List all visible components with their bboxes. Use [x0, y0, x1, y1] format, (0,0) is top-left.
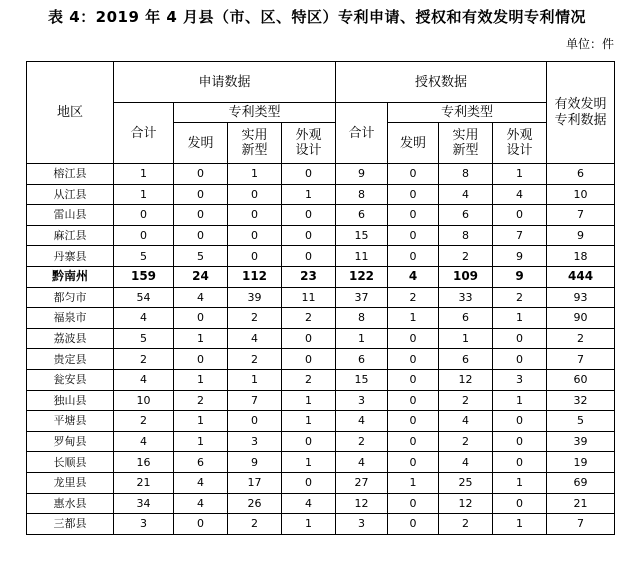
- data-cell: 4: [114, 431, 174, 452]
- data-cell: 0: [282, 225, 336, 246]
- region-name: 从江县: [27, 184, 114, 205]
- data-cell: 0: [388, 369, 439, 390]
- data-cell: 3: [336, 514, 388, 535]
- region-name: 榕江县: [27, 164, 114, 185]
- table-row: [27, 266, 615, 287]
- data-cell: 1: [282, 514, 336, 535]
- data-cell: 0: [174, 164, 228, 185]
- data-cell: 1: [282, 184, 336, 205]
- data-cell: 60: [547, 369, 615, 390]
- data-cell: 7: [547, 349, 615, 370]
- table-row: [27, 184, 615, 205]
- data-cell: 9: [336, 164, 388, 185]
- data-cell: 3: [493, 369, 547, 390]
- data-cell: 2: [114, 349, 174, 370]
- data-cell: 2: [547, 328, 615, 349]
- data-cell: 6: [439, 205, 493, 226]
- data-cell: 1: [174, 328, 228, 349]
- data-cell: 2: [174, 390, 228, 411]
- table-title: 表 4：2019 年 4 月县（市、区、特区）专利申请、授权和有效发明专利情况: [47, 8, 586, 26]
- data-cell: 0: [493, 431, 547, 452]
- data-cell: 32: [547, 390, 615, 411]
- data-cell: 0: [282, 205, 336, 226]
- data-cell: 7: [228, 390, 282, 411]
- data-cell: 0: [174, 308, 228, 329]
- data-cell: 2: [282, 308, 336, 329]
- header-app-design-text: 外观设计: [295, 128, 322, 158]
- data-cell: 2: [439, 514, 493, 535]
- data-cell: 25: [439, 472, 493, 493]
- data-cell: 6: [336, 349, 388, 370]
- data-cell: 3: [228, 431, 282, 452]
- data-cell: 1: [388, 308, 439, 329]
- data-cell: 10: [547, 184, 615, 205]
- table-row: [27, 328, 615, 349]
- data-cell: 2: [388, 287, 439, 308]
- data-cell: 0: [114, 205, 174, 226]
- data-cell: 4: [174, 287, 228, 308]
- data-cell: 2: [282, 369, 336, 390]
- data-cell: 122: [336, 266, 388, 287]
- table-row: [27, 390, 615, 411]
- data-cell: 0: [228, 184, 282, 205]
- region-name: 都匀市: [27, 287, 114, 308]
- data-cell: 4: [114, 308, 174, 329]
- data-cell: 1: [493, 390, 547, 411]
- data-cell: 0: [388, 452, 439, 473]
- region-name: 龙里县: [27, 472, 114, 493]
- data-cell: 2: [493, 287, 547, 308]
- table-body: [27, 164, 615, 535]
- data-cell: 5: [114, 328, 174, 349]
- data-cell: 6: [439, 349, 493, 370]
- data-cell: 0: [174, 349, 228, 370]
- data-cell: 0: [388, 514, 439, 535]
- header-grant-design: [493, 123, 547, 164]
- data-cell: 8: [439, 225, 493, 246]
- header-app-utility-text: 实用新型: [241, 128, 268, 158]
- data-cell: 19: [547, 452, 615, 473]
- data-cell: 0: [388, 164, 439, 185]
- region-name: 平塘县: [27, 411, 114, 432]
- data-cell: 24: [174, 266, 228, 287]
- data-cell: 4: [282, 493, 336, 514]
- data-cell: 1: [282, 390, 336, 411]
- data-cell: 0: [493, 411, 547, 432]
- data-cell: 0: [282, 246, 336, 267]
- header-grant-invention: 发明: [388, 123, 439, 164]
- data-cell: 2: [228, 308, 282, 329]
- data-cell: 15: [336, 369, 388, 390]
- data-cell: 0: [388, 431, 439, 452]
- region-name: 麻江县: [27, 225, 114, 246]
- data-cell: 1: [114, 184, 174, 205]
- data-cell: 16: [114, 452, 174, 473]
- header-valid-invention-text: 有效发明专利数据: [554, 96, 607, 128]
- header-app-patent-type: 专利类型: [174, 103, 336, 123]
- data-cell: 7: [547, 205, 615, 226]
- data-cell: 11: [282, 287, 336, 308]
- data-cell: 1: [493, 514, 547, 535]
- data-cell: 12: [439, 369, 493, 390]
- data-cell: 0: [228, 205, 282, 226]
- data-cell: 9: [547, 225, 615, 246]
- data-cell: 159: [114, 266, 174, 287]
- data-cell: 0: [174, 514, 228, 535]
- data-cell: 2: [114, 411, 174, 432]
- data-cell: 2: [228, 514, 282, 535]
- data-cell: 9: [228, 452, 282, 473]
- table-row: [27, 411, 615, 432]
- data-cell: 7: [493, 225, 547, 246]
- region-name: 独山县: [27, 390, 114, 411]
- data-cell: 1: [493, 308, 547, 329]
- data-cell: 7: [547, 514, 615, 535]
- data-cell: 6: [439, 308, 493, 329]
- data-cell: 0: [388, 349, 439, 370]
- data-cell: 2: [439, 431, 493, 452]
- header-grant-utility: [439, 123, 493, 164]
- data-cell: 12: [336, 493, 388, 514]
- data-cell: 11: [336, 246, 388, 267]
- table-row: [27, 308, 615, 329]
- data-cell: 1: [174, 369, 228, 390]
- data-cell: 37: [336, 287, 388, 308]
- data-cell: 0: [282, 164, 336, 185]
- header-grant-patent-type: 专利类型: [388, 103, 547, 123]
- unit-label: 单位：件: [565, 37, 614, 51]
- data-cell: 8: [336, 308, 388, 329]
- data-cell: 5: [547, 411, 615, 432]
- region-name: 惠水县: [27, 493, 114, 514]
- data-cell: 6: [547, 164, 615, 185]
- data-cell: 2: [336, 431, 388, 452]
- data-cell: 0: [388, 328, 439, 349]
- patent-statistics-table: [26, 61, 615, 535]
- data-cell: 4: [439, 184, 493, 205]
- data-cell: 2: [439, 246, 493, 267]
- data-cell: 1: [228, 164, 282, 185]
- data-cell: 10: [114, 390, 174, 411]
- header-app-total: 合计: [114, 103, 174, 164]
- data-cell: 34: [114, 493, 174, 514]
- header-application: 申请数据: [114, 62, 336, 103]
- data-cell: 39: [547, 431, 615, 452]
- region-name: 长顺县: [27, 452, 114, 473]
- header-app-invention: 发明: [174, 123, 228, 164]
- data-cell: 1: [493, 164, 547, 185]
- data-cell: 0: [493, 452, 547, 473]
- data-cell: 4: [388, 266, 439, 287]
- data-cell: 3: [114, 514, 174, 535]
- data-cell: 33: [439, 287, 493, 308]
- header-region: 地区: [27, 62, 114, 164]
- data-cell: 0: [388, 225, 439, 246]
- data-cell: 112: [228, 266, 282, 287]
- data-cell: 1: [114, 164, 174, 185]
- data-cell: 0: [174, 184, 228, 205]
- table-row: [27, 431, 615, 452]
- data-cell: 1: [336, 328, 388, 349]
- data-cell: 0: [228, 225, 282, 246]
- data-cell: 54: [114, 287, 174, 308]
- data-cell: 1: [282, 452, 336, 473]
- region-name: 罗甸县: [27, 431, 114, 452]
- data-cell: 0: [282, 431, 336, 452]
- data-cell: 0: [388, 493, 439, 514]
- data-cell: 21: [114, 472, 174, 493]
- data-cell: 0: [388, 411, 439, 432]
- region-name: 丹寨县: [27, 246, 114, 267]
- data-cell: 39: [228, 287, 282, 308]
- data-cell: 1: [174, 411, 228, 432]
- data-cell: 0: [282, 349, 336, 370]
- data-cell: 0: [228, 246, 282, 267]
- data-cell: 90: [547, 308, 615, 329]
- data-cell: 69: [547, 472, 615, 493]
- table-row: [27, 287, 615, 308]
- table-row: [27, 452, 615, 473]
- data-cell: 4: [439, 411, 493, 432]
- data-cell: 0: [493, 493, 547, 514]
- data-cell: 8: [439, 164, 493, 185]
- data-cell: 0: [493, 349, 547, 370]
- data-cell: 9: [493, 246, 547, 267]
- data-cell: 5: [114, 246, 174, 267]
- data-cell: 0: [282, 328, 336, 349]
- data-cell: 15: [336, 225, 388, 246]
- header-grant-utility-text: 实用新型: [452, 128, 479, 158]
- region-name: 瓮安县: [27, 369, 114, 390]
- data-cell: 0: [174, 205, 228, 226]
- table-row: [27, 514, 615, 535]
- region-name: 三都县: [27, 514, 114, 535]
- data-cell: 1: [282, 411, 336, 432]
- table-row: [27, 493, 615, 514]
- data-cell: 1: [439, 328, 493, 349]
- header-grant-design-text: 外观设计: [506, 128, 533, 158]
- data-cell: 4: [228, 328, 282, 349]
- data-cell: 21: [547, 493, 615, 514]
- data-cell: 109: [439, 266, 493, 287]
- data-cell: 4: [336, 452, 388, 473]
- data-cell: 444: [547, 266, 615, 287]
- data-cell: 9: [493, 266, 547, 287]
- data-cell: 1: [174, 431, 228, 452]
- region-name: 贵定县: [27, 349, 114, 370]
- data-cell: 4: [114, 369, 174, 390]
- region-name: 福泉市: [27, 308, 114, 329]
- data-cell: 1: [388, 472, 439, 493]
- data-cell: 0: [174, 225, 228, 246]
- data-cell: 0: [388, 390, 439, 411]
- data-cell: 8: [336, 184, 388, 205]
- data-cell: 17: [228, 472, 282, 493]
- header-app-utility: [228, 123, 282, 164]
- table-row: [27, 246, 615, 267]
- data-cell: 4: [493, 184, 547, 205]
- data-cell: 27: [336, 472, 388, 493]
- data-cell: 4: [174, 493, 228, 514]
- data-cell: 26: [228, 493, 282, 514]
- table-row: [27, 472, 615, 493]
- data-cell: 12: [439, 493, 493, 514]
- data-cell: 0: [114, 225, 174, 246]
- data-cell: 93: [547, 287, 615, 308]
- header-app-design: [282, 123, 336, 164]
- data-cell: 3: [336, 390, 388, 411]
- data-cell: 1: [493, 472, 547, 493]
- data-cell: 0: [282, 472, 336, 493]
- data-cell: 0: [388, 246, 439, 267]
- data-cell: 23: [282, 266, 336, 287]
- data-cell: 2: [439, 390, 493, 411]
- data-cell: 0: [388, 184, 439, 205]
- table-row: [27, 369, 615, 390]
- table-row: [27, 205, 615, 226]
- data-cell: 0: [493, 205, 547, 226]
- data-cell: 4: [174, 472, 228, 493]
- data-cell: 6: [174, 452, 228, 473]
- data-cell: 4: [336, 411, 388, 432]
- data-cell: 6: [336, 205, 388, 226]
- header-grant: 授权数据: [336, 62, 547, 103]
- region-name: 黔南州: [27, 266, 114, 287]
- table-row: [27, 225, 615, 246]
- table-row: [27, 164, 615, 185]
- data-cell: 0: [228, 411, 282, 432]
- data-cell: 0: [388, 205, 439, 226]
- data-cell: 1: [228, 369, 282, 390]
- header-valid-invention: [547, 62, 615, 164]
- header-grant-total: 合计: [336, 103, 388, 164]
- region-name: 荔波县: [27, 328, 114, 349]
- data-cell: 2: [228, 349, 282, 370]
- data-cell: 5: [174, 246, 228, 267]
- data-cell: 0: [493, 328, 547, 349]
- data-cell: 4: [439, 452, 493, 473]
- data-cell: 18: [547, 246, 615, 267]
- region-name: 雷山县: [27, 205, 114, 226]
- table-row: [27, 349, 615, 370]
